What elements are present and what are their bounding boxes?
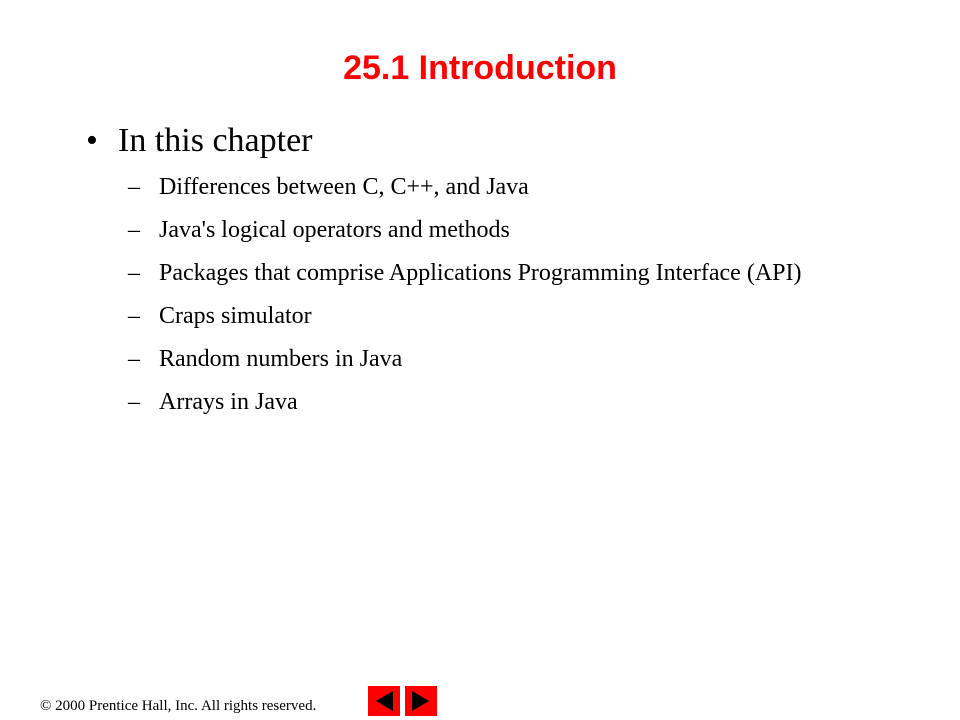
left-arrow-icon — [368, 686, 400, 716]
sub-bullet-text: Arrays in Java — [159, 389, 298, 415]
dash-glyph: – — [128, 217, 140, 243]
bullet-glyph: • — [86, 122, 98, 159]
slide-title: 25.1 Introduction — [343, 49, 617, 87]
previous-slide-button[interactable] — [368, 686, 400, 716]
sub-bullet-item — [128, 214, 888, 246]
sub-bullet-item — [128, 171, 888, 203]
sub-bullet-text: Craps simulator — [159, 303, 312, 329]
main-bullet-text: In this chapter — [118, 122, 313, 159]
sub-bullet-text: Java's logical operators and methods — [159, 217, 510, 243]
sub-bullet-item — [128, 386, 888, 418]
sub-bullet-list — [128, 171, 888, 429]
dash-glyph: – — [128, 346, 140, 372]
sub-bullet-item — [128, 343, 888, 375]
dash-glyph: – — [128, 260, 140, 286]
right-arrow-icon — [405, 686, 437, 716]
dash-glyph: – — [128, 303, 140, 329]
sub-bullet-text: Random numbers in Java — [159, 346, 403, 372]
sub-bullet-text: Packages that comprise Applications Programming Interface (API) — [159, 260, 802, 286]
slide-navigation — [368, 686, 442, 716]
dash-glyph: – — [128, 389, 140, 415]
sub-bullet-item — [128, 257, 888, 289]
dash-glyph: – — [128, 174, 140, 200]
main-bullet — [86, 118, 313, 164]
sub-bullet-text: Differences between C, C++, and Java — [159, 174, 529, 200]
sub-bullet-item — [128, 300, 888, 332]
next-slide-button[interactable] — [405, 686, 437, 716]
copyright-footer: © 2000 Prentice Hall, Inc. All rights reserved. — [40, 698, 317, 714]
